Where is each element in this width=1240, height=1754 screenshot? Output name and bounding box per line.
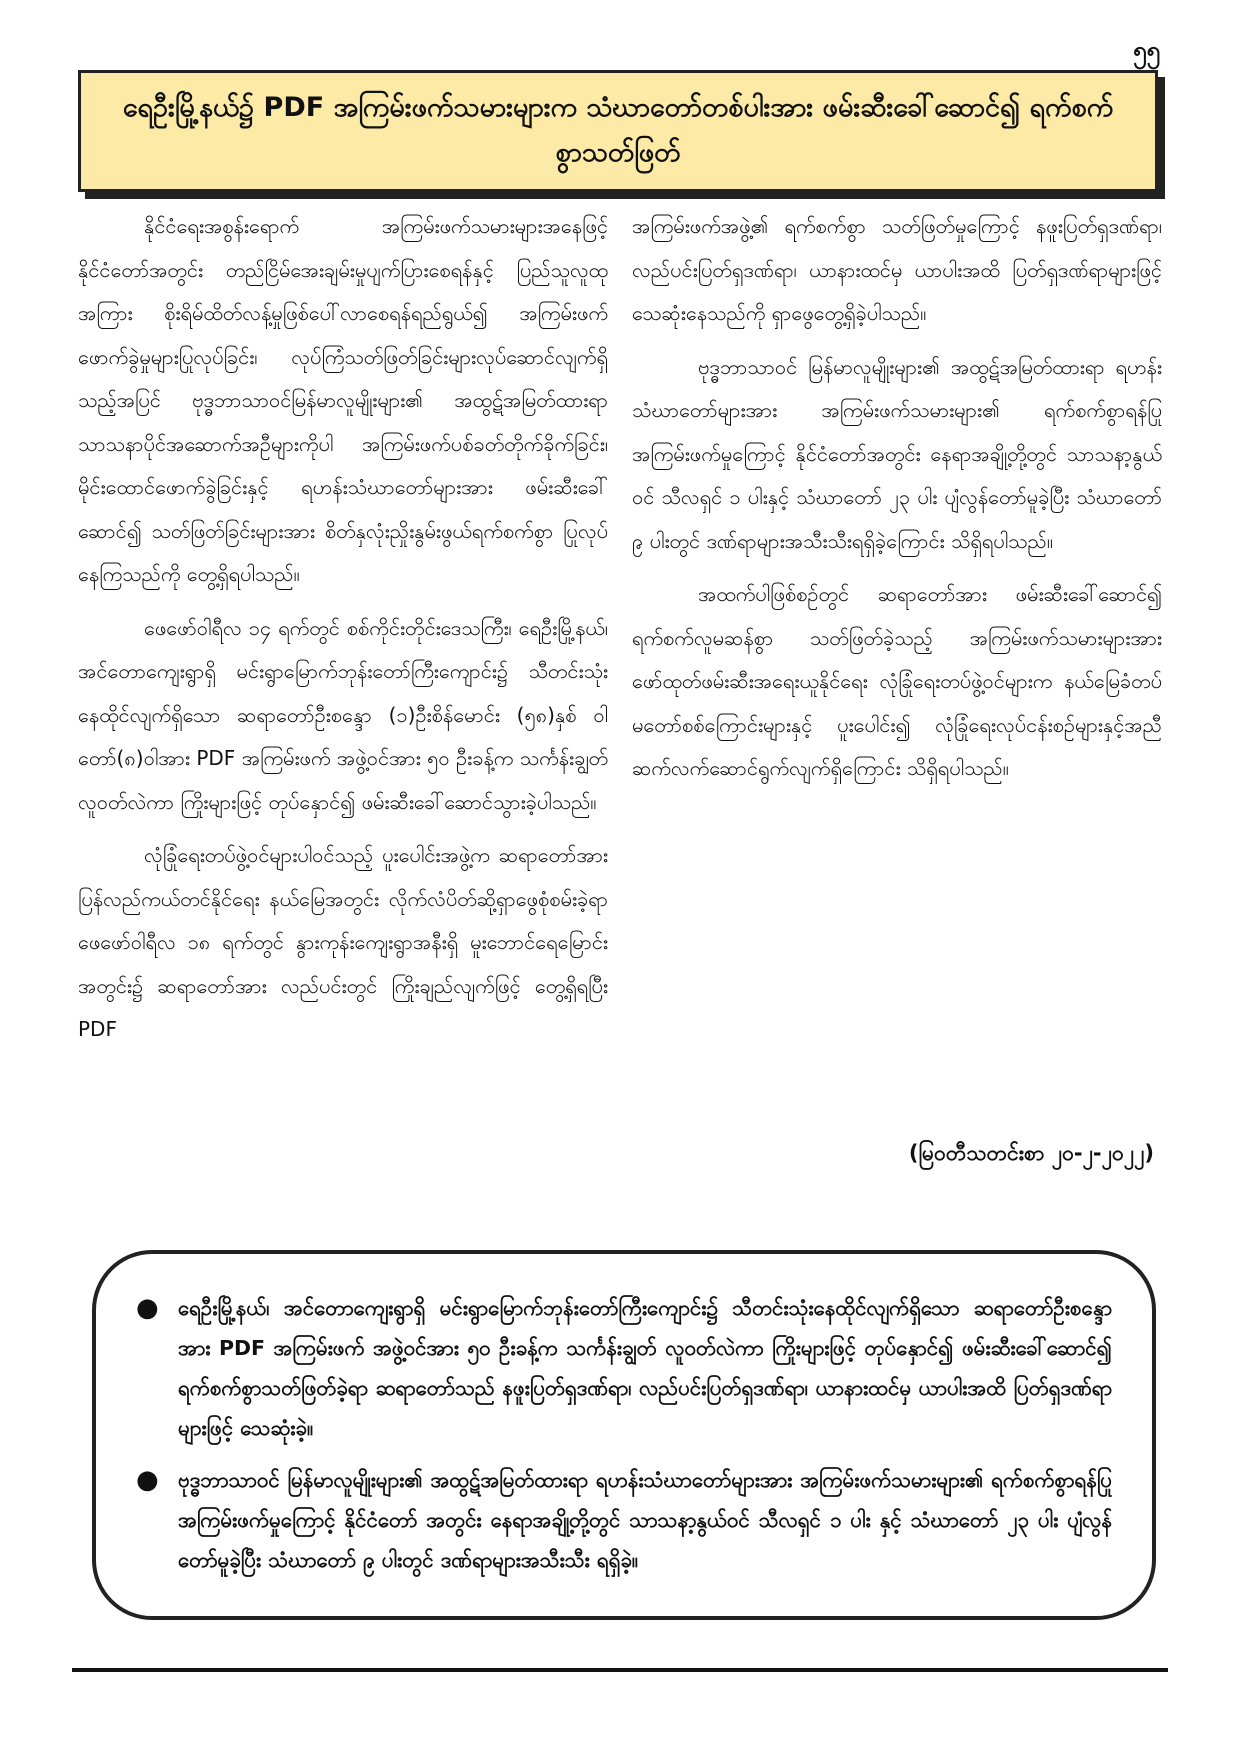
- article-body: [78, 205, 1162, 1165]
- bottom-divider: [72, 1668, 1168, 1672]
- paragraph: အကြမ်းဖက်အဖွဲ့၏ ရက်စက်စွာ သတ်ဖြတ်မှုကြောင့် နဖူးပြတ်ရှဒဏ်ရာ၊ လည်ပင်းပြတ်ရှဒဏ်ရာ၊ ယာနားထင်မှ ယာပါးအထိ ပြတ်ရှဒဏ်ရာများဖြင့် သေဆုံးနေသည်ကို ရှာဖွေတွေ့ရှိခဲ့ပါသည်။: [632, 214, 1162, 325]
- title-box: [78, 70, 1158, 192]
- left-column: [78, 205, 608, 1165]
- paragraph: နိုင်ငံရေးအစွန်းရောက် အကြမ်းဖက်သမားများအနေဖြင့် နိုင်ငံတော်အတွင်း တည်ငြိမ်အေးချမ်းမှုပျက်ပြားစေရန်နှင့် ပြည်သူလူထုအကြား စိုးရိမ်ထိတ်လန့်မှုဖြစ်ပေါ်လာစေရန်ရည်ရွယ်၍ အကြမ်းဖက်ဖောက်ခွဲမှုများပြုလုပ်ခြင်း၊ လုပ်ကြံသတ်ဖြတ်ခြင်းများလုပ်ဆောင်လျက်ရှိသည့်အပြင် ဗုဒ္ဓဘာသာဝင်မြန်မာလူမျိုးများ၏ အထွဋ်အမြတ်ထားရာ သာသနာပိုင်အဆောက်အဦများကိုပါ အကြမ်းဖက်ပစ်ခတ်တိုက်ခိုက်ခြင်း၊ မိုင်းထောင်ဖောက်ခွဲခြင်းနှင့် ရဟန်းသံဃာတော်များအား ဖမ်းဆီးခေါ်ဆောင်၍ သတ်ဖြတ်ခြင်းများအား စိတ်နှလုံးညှိုးနွမ်းဖွယ်ရက်စက်စွာ ပြုလုပ်နေကြသည်ကို တွေ့ရှိရပါသည်။: [78, 214, 608, 586]
- page-number: ၅၅: [1133, 36, 1160, 64]
- paragraph: အထက်ပါဖြစ်စဉ်တွင် ဆရာတော်အား ဖမ်းဆီးခေါ်ဆောင်၍ ရက်စက်လူမဆန်စွာ သတ်ဖြတ်ခဲ့သည့် အကြမ်းဖက်သမားများအား ဖော်ထုတ်ဖမ်းဆီးအရေးယူနိုင်ရေး လုံခြုံရေးတပ်ဖွဲ့ဝင်များက နယ်မြေခံတပ်မတော်စစ်ကြောင်းများနှင့် ပူးပေါင်း၍ လုံခြုံရေးလုပ်ငန်းစဉ်များနှင့်အညီ ဆက်လက်ဆောင်ရွက်လျက်ရှိကြောင်း သိရှိရပါသည်။: [632, 582, 1162, 780]
- summary-text: ဗုဒ္ဓဘာသာဝင် မြန်မာလူမျိုးများ၏ အထွဋ်အမြတ်ထားရာ ရဟန်းသံဃာတော်များအား အကြမ်းဖက်သမားများ၏ ရက်စက်စွာရန်ပြုအကြမ်းဖက်မှုကြောင့် နိုင်ငံတော် အတွင်း နေရာအချို့တို့တွင် သာသနာ့နွယ်ဝင် သီလရှင် ၁ ပါး နှင့် သံဃာတော် ၂၃ ပါး ပျံလွန်တော်မူခဲ့ပြီး သံဃာတော် ၉ ပါးတွင် ဒဏ်ရာများအသီးသီး ရရှိခဲ့။: [178, 1468, 1112, 1572]
- summary-item: [136, 1288, 1112, 1448]
- summary-list: [136, 1288, 1112, 1580]
- right-column: [632, 205, 1162, 1165]
- summary-box: [92, 1250, 1156, 1620]
- summary-item: [136, 1460, 1112, 1580]
- article-title: ရေဦးမြို့နယ်၌ PDF အကြမ်းဖက်သမားများက သံဃာတော်တစ်ပါးအား ဖမ်းဆီးခေါ်ဆောင်၍ ရက်စက်စွာသတ်ဖြတ်: [122, 92, 1114, 168]
- paragraph: လုံခြုံရေးတပ်ဖွဲ့ဝင်များပါဝင်သည့် ပူးပေါင်းအဖွဲ့က ဆရာတော်အား ပြန်လည်ကယ်တင်နိုင်ရေး နယ်မြေအတွင်း လိုက်လံပိတ်ဆို့ရှာဖွေစုံစမ်းခဲ့ရာ ဖေဖော်ဝါရီလ ၁၈ ရက်တွင် နွားကုန်းကျေးရွာအနီးရှိ မူးဘောင်ရေမြောင်းအတွင်း၌ ဆရာတော်အား လည်ပင်းတွင် ကြိုးချည်လျက်ဖြင့် တွေ့ရှိရပြီး PDF: [78, 843, 608, 1041]
- source-citation: (မြဝတီသတင်းစာ ၂၀-၂-၂၀၂၂): [908, 1141, 1154, 1165]
- summary-text: ရေဦးမြို့နယ်၊ အင်တောကျေးရွာရှိ မင်းရွာမြောက်ဘုန်းတော်ကြီးကျောင်း၌ သီတင်းသုံးနေထိုင်လျက်ရှိသော ဆရာတော်ဦးစန္ဒောအား PDF အကြမ်းဖက် အဖွဲ့ဝင်အား ၅၀ ဦးခန့်က သင်္ကန်းချွတ် လူဝတ်လဲကာ ကြိုးများဖြင့် တုပ်နှောင်၍ ဖမ်းဆီးခေါ်ဆောင်၍ ရက်စက်စွာသတ်ဖြတ်ခဲ့ရာ ဆရာတော်သည် နဖူးပြတ်ရှဒဏ်ရာ၊ လည်ပင်းပြတ်ရှဒဏ်ရာ၊ ယာနားထင်မှ ယာပါးအထိ ပြတ်ရှဒဏ်ရာများဖြင့် သေဆုံးခဲ့။: [178, 1296, 1112, 1440]
- paragraph: ဖေဖော်ဝါရီလ ၁၄ ရက်တွင် စစ်ကိုင်းတိုင်းဒေသကြီး၊ ရေဦးမြို့နယ်၊ အင်တောကျေးရွာရှိ မင်းရွာမြောက်ဘုန်းတော်ကြီးကျောင်း၌ သီတင်းသုံးနေထိုင်လျက်ရှိသော ဆရာတော်ဦးစန္ဒော (၁)ဦးစိန်မောင်း (၅၈)နှစ် ဝါတော်(၈)ဝါအား PDF အကြမ်းဖက် အဖွဲ့ဝင်အား ၅၀ ဦးခန့်က သင်္ကန်းချွတ် လူဝတ်လဲကာ ကြိုးများဖြင့် တုပ်နှောင်၍ ဖမ်းဆီးခေါ်ဆောင်သွားခဲ့ပါသည်။: [78, 615, 608, 814]
- bullet-icon: ●: [136, 1465, 159, 1495]
- paragraph: ဗုဒ္ဓဘာသာဝင် မြန်မာလူမျိုးများ၏ အထွဋ်အမြတ်ထားရာ ရဟန်းသံဃာတော်များအား အကြမ်းဖက်သမားများ၏ ရက်စက်စွာရန်ပြုအကြမ်းဖက်မှုကြောင့် နိုင်ငံတော်အတွင်း နေရာအချို့တို့တွင် သာသနာ့နွယ်ဝင် သီလရှင် ၁ ပါးနှင့် သံဃာတော် ၂၃ ပါး ပျံလွန်တော်မူခဲ့ပြီး သံဃာတော် ၉ ပါးတွင် ဒဏ်ရာများအသီးသီးရရှိခဲ့ကြောင်း သိရှိရပါသည်။: [632, 354, 1162, 553]
- bullet-icon: ●: [136, 1293, 159, 1323]
